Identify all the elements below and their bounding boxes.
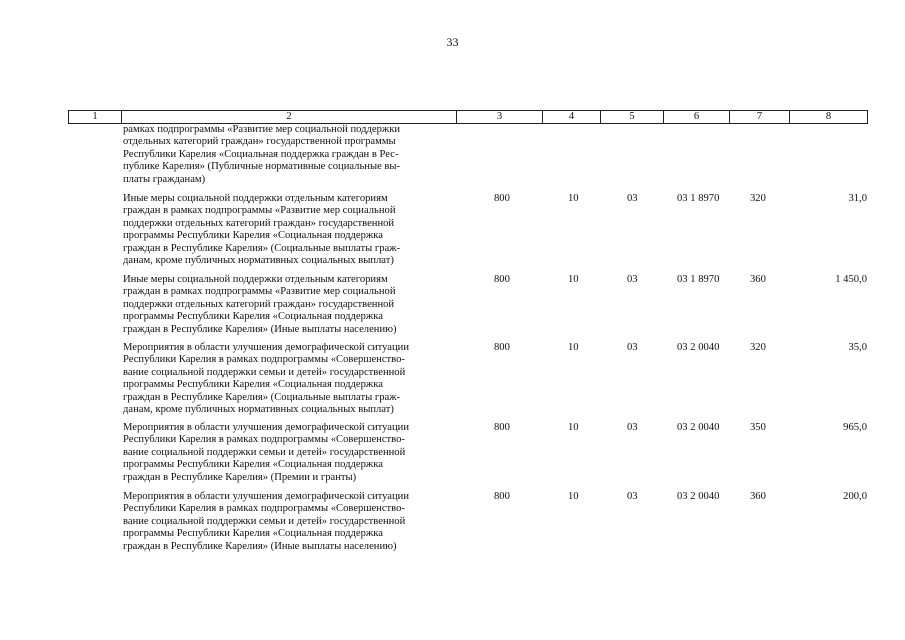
row-value-col8: 1 450,0	[835, 274, 867, 285]
row-value-col8: 31,0	[848, 193, 867, 204]
row-value-col4: 10	[568, 193, 579, 204]
column-header-5: 5	[600, 111, 663, 123]
row-value-col3: 800	[494, 274, 510, 285]
row-value-col4: 10	[568, 491, 579, 502]
row-value-col5: 03	[627, 491, 638, 502]
row-value-col6: 03 1 8970	[677, 274, 720, 285]
row-value-col5: 03	[627, 422, 638, 433]
row-value-col5: 03	[627, 274, 638, 285]
row-value-col3: 800	[494, 422, 510, 433]
row-value-col6: 03 1 8970	[677, 193, 720, 204]
column-header-3: 3	[456, 111, 542, 123]
page-number: 33	[446, 35, 459, 49]
column-header-7: 7	[729, 111, 789, 123]
row-value-col7: 320	[750, 342, 766, 353]
row-value-col7: 360	[750, 274, 766, 285]
row-value-col7: 360	[750, 491, 766, 502]
row-value-col8: 965,0	[843, 422, 867, 433]
row-value-col3: 800	[494, 491, 510, 502]
column-header-2: 2	[121, 111, 456, 123]
row-value-col3: 800	[494, 193, 510, 204]
row-value-col4: 10	[568, 274, 579, 285]
row-name: Мероприятия в области улучшения демографической ситуации Республики Карелия в рамках подпрограммы «Совершенство- вание социальной поддержки семьи и детей» государственной программы Республики Карелия «Социальная поддержка граждан в Республике Карелия» (Социальные выплаты граж- данам, кроме публичных нормативных социальных выплат)	[123, 342, 409, 416]
row-name: Иные меры социальной поддержки отдельным категориям граждан в рамках подпрограммы «Развитие мер социальной поддержки отдельных категорий граждан» государственной программы Республики Карелия «Социальная поддержка граждан в Республике Карелия» (Социальные выплаты граж- данам, кроме публичных нормативных социальных выплат)	[123, 193, 401, 267]
row-name: Мероприятия в области улучшения демографической ситуации Республики Карелия в рамках подпрограммы «Совершенство- вание социальной поддержки семьи и детей» государственной программы Республики Карелия «Социальная поддержка граждан в Республике Карелия» (Иные выплаты населению)	[123, 491, 409, 552]
row-name: Мероприятия в области улучшения демографической ситуации Республики Карелия в рамках подпрограммы «Совершенство- вание социальной поддержки семьи и детей» государственной программы Республики Карелия «Социальная поддержка граждан в Республике Карелия» (Премии и гранты)	[123, 422, 409, 483]
row-value-col7: 350	[750, 422, 766, 433]
row-value-col8: 35,0	[848, 342, 867, 353]
table-header	[68, 110, 868, 124]
row-value-col6: 03 2 0040	[677, 491, 720, 502]
row-value-col6: 03 2 0040	[677, 342, 720, 353]
row-name: Иные меры социальной поддержки отдельным категориям граждан в рамках подпрограммы «Развитие мер социальной поддержки отдельных категорий граждан» государственной программы Республики Карелия «Социальная поддержка граждан в Республике Карелия» (Иные выплаты населению)	[123, 274, 397, 335]
row-value-col8: 200,0	[843, 491, 867, 502]
row-value-col4: 10	[568, 342, 579, 353]
row-value-col3: 800	[494, 342, 510, 353]
column-header-8: 8	[789, 111, 868, 123]
row-name: рамках подпрограммы «Развитие мер социальной поддержки отдельных категорий граждан» государственной программы Республики Карелия «Социальная поддержка граждан в Рес- публике Карелия» (Публичные нормативные социальные вы- платы гражданам)	[123, 124, 401, 185]
row-value-col5: 03	[627, 342, 638, 353]
column-header-6: 6	[663, 111, 729, 123]
row-value-col4: 10	[568, 422, 579, 433]
row-value-col5: 03	[627, 193, 638, 204]
column-header-4: 4	[542, 111, 600, 123]
row-value-col6: 03 2 0040	[677, 422, 720, 433]
column-header-1: 1	[68, 111, 121, 123]
row-value-col7: 320	[750, 193, 766, 204]
